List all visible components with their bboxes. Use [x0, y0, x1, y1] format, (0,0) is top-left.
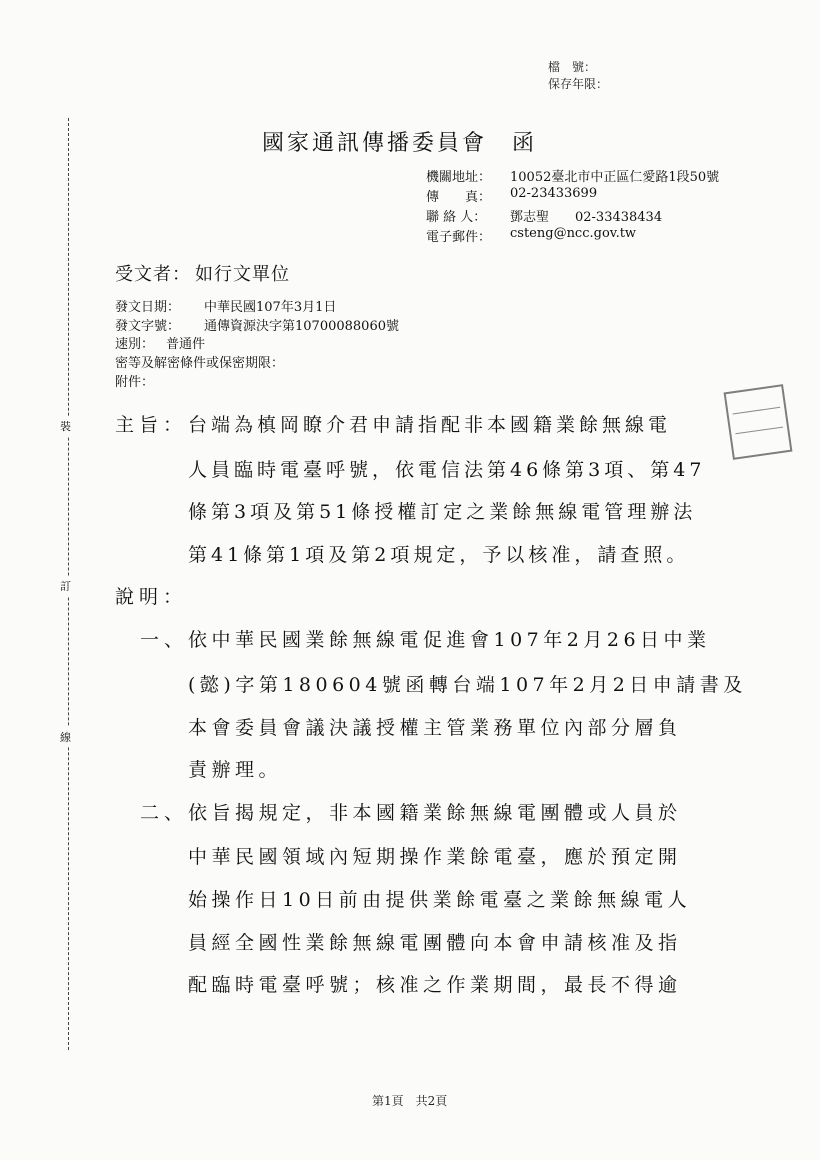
binding-label-bind: 裝: [60, 416, 71, 436]
stamp-line: [735, 427, 783, 435]
item-line: 責辦理。: [188, 759, 283, 781]
recipient-label: 受文者：: [115, 264, 191, 285]
date-label: 發文日期：: [115, 300, 181, 315]
address-label: 機關地址：: [426, 170, 492, 185]
email-value: csteng@ncc.gov.tw: [510, 226, 637, 241]
subject-line: 條第3項及第51條授權訂定之業餘無線電管理辦法: [188, 501, 697, 523]
address-value: 10052臺北市中正區仁愛路1段50號: [510, 170, 720, 185]
stamp-line: [733, 407, 781, 415]
item-line: 依中華民國業餘無線電促進會107年2月26日中業: [188, 629, 711, 651]
email-label: 電子郵件：: [426, 230, 492, 245]
subject-line: 人員臨時電臺呼號，依電信法第46條第3項、第47: [188, 459, 706, 481]
file-number-label: 檔 號：: [548, 60, 597, 74]
subject-line: 台端為槙岡瞭介君申請指配非本國籍業餘無線電: [188, 414, 672, 436]
fax-label: 傳 真：: [426, 190, 492, 205]
doc-number-value: 通傳資源決字第10700088060號: [204, 319, 399, 334]
speed-label: 速別：: [115, 337, 155, 352]
binding-label-staple: 訂: [60, 576, 71, 596]
item-line: 配臨時電臺呼號；核准之作業期間，最長不得逾: [188, 974, 682, 996]
doc-number-label: 發文字號：: [115, 319, 181, 334]
fax-value: 02-23433699: [510, 186, 598, 201]
item-line: 員經全國性業餘無線電團體向本會申請核准及指: [188, 932, 682, 954]
item-line: (懿)字第180604號函轉台端107年2月2日申請書及: [188, 674, 747, 696]
item-line: 本會委員會議決議授權主管業務單位內部分層負: [188, 717, 682, 739]
recipient-value: 如行文單位: [195, 264, 290, 285]
subject-label: 主旨：: [115, 414, 188, 436]
retention-period-label: 保存年限：: [548, 77, 609, 91]
date-value: 中華民國107年3月1日: [204, 300, 337, 315]
speed-value: 普通件: [166, 337, 206, 352]
page-title: 國家通訊傳播委員會 函: [262, 131, 538, 156]
subject-line: 第41條第1項及第2項規定，予以核准，請查照。: [188, 544, 690, 566]
page-number: 第1頁 共2頁: [372, 1094, 448, 1108]
official-seal-stamp: [724, 384, 793, 460]
contact-person-value: 鄧志聖 02-33438434: [510, 210, 663, 225]
item-number: 二、: [140, 802, 189, 824]
item-line: 中華民國領域內短期操作業餘電臺，應於預定開: [188, 846, 682, 868]
contact-person-label: 聯 絡 人：: [426, 210, 487, 225]
item-line: 依旨揭規定，非本國籍業餘無線電團體或人員於: [188, 802, 682, 824]
explanation-label: 說明：: [115, 586, 188, 608]
item-number: 一、: [140, 629, 189, 651]
binding-label-line: 線: [60, 727, 71, 747]
item-line: 始操作日10日前由提供業餘電臺之業餘無線電人: [188, 889, 692, 911]
secrecy-label: 密等及解密條件或保密期限：: [115, 356, 285, 371]
attachment-label: 附件：: [115, 375, 155, 390]
